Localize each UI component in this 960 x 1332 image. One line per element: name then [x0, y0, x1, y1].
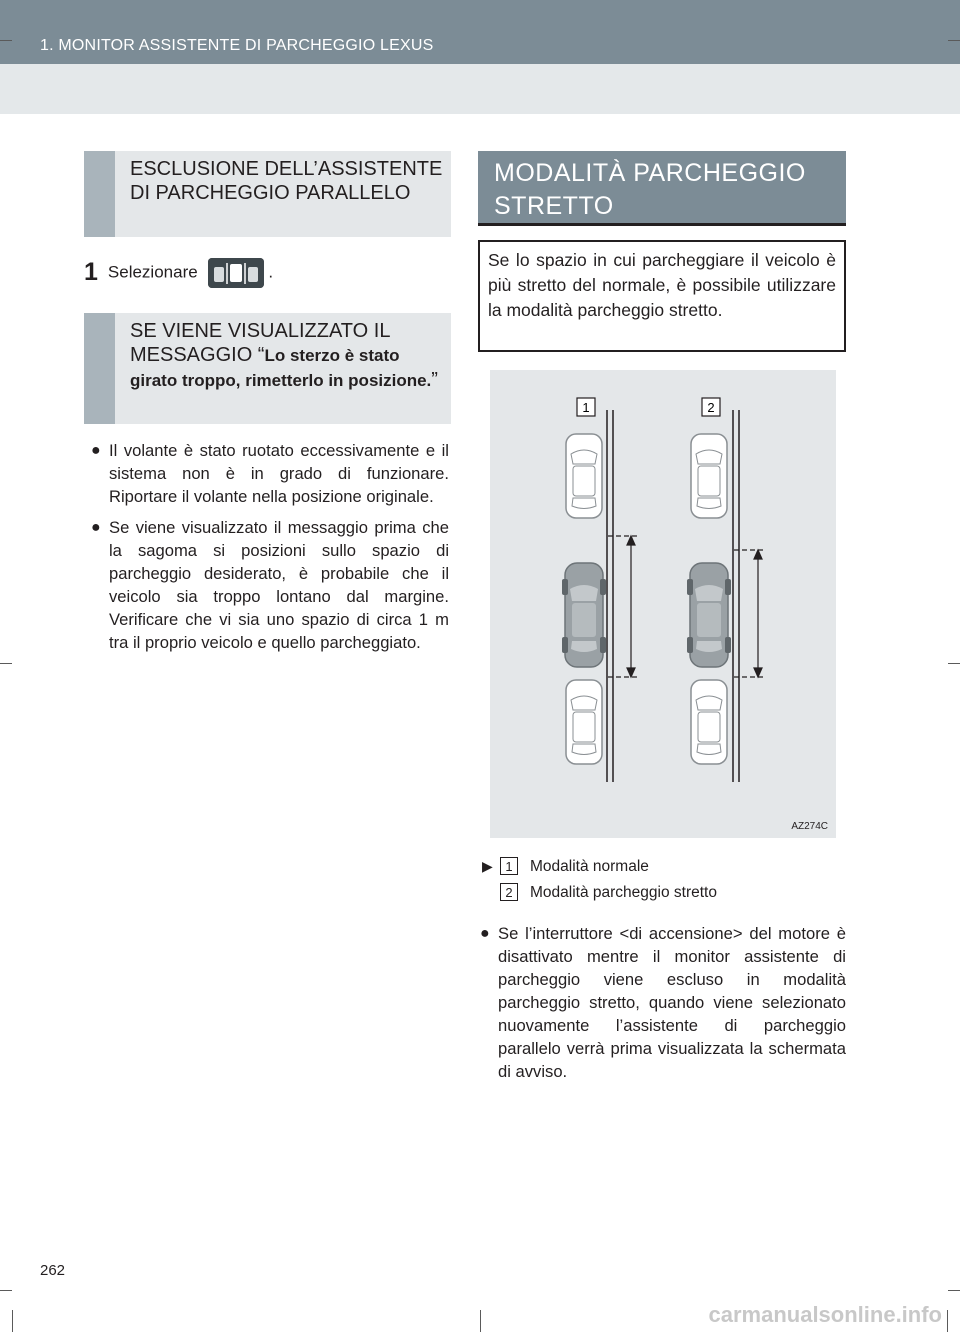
crop-mark [0, 40, 12, 41]
crop-mark [0, 1290, 12, 1291]
crop-mark [948, 663, 960, 664]
legend-label: Modalità normale [530, 858, 649, 875]
bullet-item [480, 922, 846, 1083]
heading-message: Lo sterzo è stato girato troppo, rimetterlo in posizione. [130, 346, 432, 390]
crop-mark [12, 1310, 13, 1332]
legend-label: Modalità parcheggio stretto [530, 884, 717, 901]
parked-car [691, 434, 727, 518]
label-2: 2 [707, 400, 715, 415]
watermark: carmanualsonline.info [708, 1302, 942, 1327]
parked-car [691, 680, 727, 764]
triangle-right-icon: ▶ [482, 858, 493, 874]
section-heading-messaggio [84, 313, 451, 424]
bullet-text: Se l’interruttore <di accensione> del motore è disattivato mentre il monitor assistente di parcheggio viene escluso in modalità parcheggio stretto, quando viene selezionato nuovamente l’assistente di parcheggio parallelo verrà prima visualizzata la schermata di avviso. [498, 924, 846, 1081]
section-heading-text: MODALITÀ PARCHEGGIO STRETTO [494, 159, 806, 220]
heading-accent-bar [84, 151, 115, 237]
crop-mark [947, 1310, 948, 1332]
crop-mark [480, 1310, 481, 1332]
section-heading-modalita [478, 151, 846, 226]
bullet-item [91, 439, 449, 508]
step-1 [84, 258, 273, 288]
info-box: Se lo spazio in cui parcheggiare il veicolo è più stretto del normale, è possibile utilizzare la modalità parcheggio stretto. [478, 240, 846, 352]
bullet-list-left [91, 439, 449, 662]
section-heading-text [130, 319, 443, 393]
own-car [562, 563, 606, 667]
step-text-end: . [268, 262, 274, 282]
chapter-title: 1. MONITOR ASSISTENTE DI PARCHEGGIO LEXUS [40, 37, 434, 54]
page-number: 262 [40, 1262, 66, 1279]
parking-illustration [490, 370, 836, 838]
parked-car [566, 434, 602, 518]
bullet-text: Il volante è stato ruotato eccessivamente e il sistema non è in grado di funzionare. Riportare il volante nella posizione originale. [109, 441, 449, 506]
parked-car [566, 680, 602, 764]
bullet-list-right [480, 922, 846, 1091]
figure-code: AZ274C [791, 821, 828, 832]
crop-mark [948, 40, 960, 41]
crop-mark [0, 663, 12, 664]
bullet-text: Se viene visualizzato il messaggio prima che la sagoma si posizioni sullo spazio di parcheggio desiderato, è probabile che il veicolo sia troppo lontano dal margine. Verificare che vi sia uno spazio di circa 1 m tra il proprio veicolo e quello parcheggiato. [109, 518, 449, 652]
step-number: 1 [84, 258, 98, 287]
header-band [0, 0, 960, 64]
section-heading-esclusione [84, 151, 451, 237]
crop-mark [948, 1290, 960, 1291]
parking-assist-button-icon [208, 258, 264, 288]
heading-accent-bar [84, 313, 115, 424]
bullet-dot-icon: ● [91, 442, 101, 459]
own-car [687, 563, 731, 667]
bullet-item [91, 516, 449, 654]
heading-main: SE VIENE VISUALIZZATO IL MESSAGGIO “ [130, 320, 390, 366]
header-subband [0, 64, 960, 114]
heading-end: ” [431, 369, 438, 391]
bullet-dot-icon: ● [91, 519, 101, 536]
bullet-dot-icon: ● [480, 925, 490, 942]
step-text: Selezionare [107, 262, 198, 282]
label-1: 1 [582, 400, 590, 415]
parking-diagram [490, 370, 836, 838]
legend-number: 1 [500, 857, 518, 875]
legend-number: 2 [500, 883, 518, 901]
section-heading-text: ESCLUSIONE DELL’ASSISTENTE DI PARCHEGGIO PARALLELO [130, 158, 443, 204]
